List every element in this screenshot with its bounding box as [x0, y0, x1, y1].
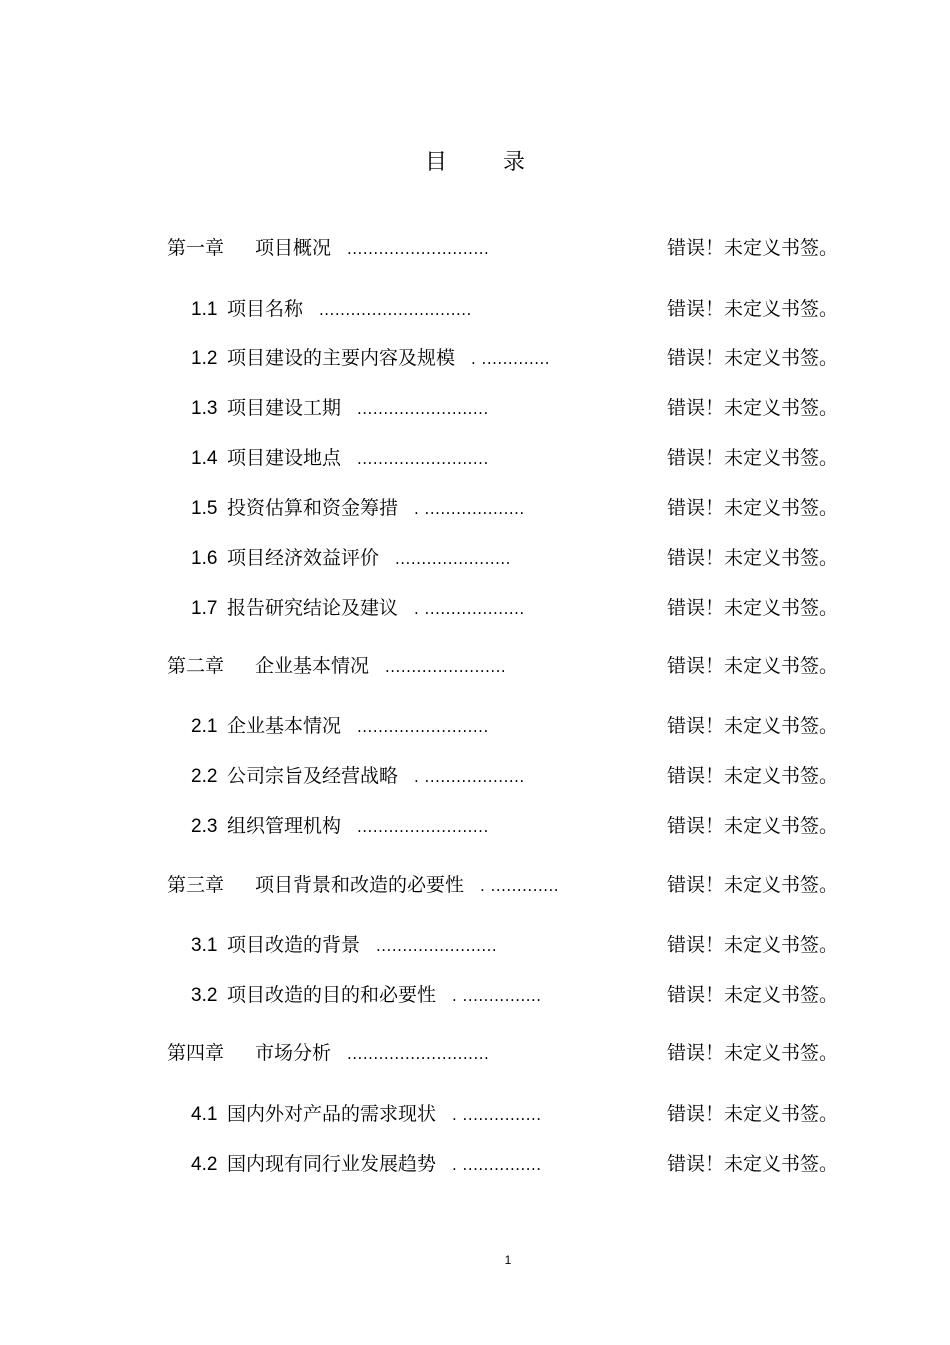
- toc-leader-dots: . ...............: [452, 1156, 542, 1174]
- toc-entry-title: 组织管理机构: [227, 815, 342, 837]
- toc-entry-title: 项目建设的主要内容及规模: [227, 347, 456, 369]
- toc-entry-number: 4.1: [191, 1104, 218, 1125]
- toc-page-reference: 错误！未定义书签。: [667, 1103, 839, 1125]
- toc-page-reference: 错误！未定义书签。: [667, 765, 839, 787]
- toc-section-entry[interactable]: [191, 1099, 850, 1129]
- toc-leader-dots: .........................: [357, 450, 489, 468]
- toc-entry-number: 2.1: [191, 716, 218, 737]
- toc-leader-dots: ......................: [395, 550, 511, 568]
- toc-leader-dots: ...........................: [347, 1045, 490, 1063]
- toc-section-entry[interactable]: [191, 443, 850, 473]
- toc-entry-number: 2.2: [191, 766, 218, 787]
- toc-entry-title: 投资估算和资金筹措: [227, 497, 399, 519]
- toc-entry-number: 4.2: [191, 1154, 218, 1175]
- toc-entry-title: 公司宗旨及经营战略: [227, 765, 399, 787]
- toc-entry-title: 项目概况: [255, 237, 332, 259]
- toc-chapter-entry[interactable]: [167, 233, 850, 263]
- toc-section-entry[interactable]: [191, 343, 850, 373]
- toc-page-reference: 错误！未定义书签。: [667, 547, 839, 569]
- toc-page-reference: 错误！未定义书签。: [667, 655, 839, 677]
- toc-page-reference: 错误！未定义书签。: [667, 874, 839, 896]
- page-number: 1: [504, 1253, 512, 1267]
- toc-entry-title: 报告研究结论及建议: [227, 597, 399, 619]
- toc-page-reference: 错误！未定义书签。: [667, 298, 839, 320]
- toc-page-reference: 错误！未定义书签。: [667, 237, 839, 259]
- toc-entry-title: 市场分析: [255, 1042, 332, 1064]
- toc-section-entry[interactable]: [191, 393, 850, 423]
- toc-entry-title: 项目背景和改造的必要性: [255, 874, 465, 896]
- toc-leader-dots: . ...................: [414, 768, 525, 786]
- toc-leader-dots: .............................: [319, 301, 472, 319]
- toc-section-entry[interactable]: [191, 543, 850, 573]
- toc-entry-title: 项目建设工期: [227, 397, 342, 419]
- toc-entry-number: 1.5: [191, 498, 218, 519]
- toc-entry-number: 3.1: [191, 935, 218, 956]
- toc-entry-number: 第四章: [167, 1042, 225, 1064]
- toc-leader-dots: .........................: [357, 718, 489, 736]
- toc-entry-number: 1.4: [191, 448, 218, 469]
- toc-entry-title: 项目改造的背景: [227, 934, 361, 956]
- toc-entry-number: 第三章: [167, 874, 225, 896]
- toc-entry-number: 2.3: [191, 816, 218, 837]
- toc-entry-number: 第二章: [167, 655, 225, 677]
- toc-leader-dots: .......................: [385, 658, 507, 676]
- toc-entry-title: 项目改造的目的和必要性: [227, 984, 437, 1006]
- toc-page-reference: 错误！未定义书签。: [667, 1153, 839, 1175]
- toc-leader-dots: . ...................: [414, 500, 525, 518]
- toc-leader-dots: . .............: [471, 350, 551, 368]
- toc-entry-number: 1.7: [191, 598, 218, 619]
- toc-page-reference: 错误！未定义书签。: [667, 815, 839, 837]
- toc-entry-title: 国内外对产品的需求现状: [227, 1103, 437, 1125]
- toc-section-entry[interactable]: [191, 811, 850, 841]
- toc-entry-title: 项目经济效益评价: [227, 547, 380, 569]
- toc-chapter-entry[interactable]: [167, 870, 850, 900]
- toc-page-reference: 错误！未定义书签。: [667, 447, 839, 469]
- toc-leader-dots: . ...................: [414, 600, 525, 618]
- toc-section-entry[interactable]: [191, 593, 850, 623]
- toc-page-reference: 错误！未定义书签。: [667, 497, 839, 519]
- toc-page-reference: 错误！未定义书签。: [667, 934, 839, 956]
- toc-page-reference: 错误！未定义书签。: [667, 597, 839, 619]
- toc-chapter-entry[interactable]: [167, 1038, 850, 1068]
- toc-page-reference: 错误！未定义书签。: [667, 397, 839, 419]
- toc-entry-number: 1.3: [191, 398, 218, 419]
- toc-leader-dots: ...........................: [347, 240, 490, 258]
- toc-entry-title: 项目建设地点: [227, 447, 342, 469]
- toc-entry-number: 3.2: [191, 985, 218, 1006]
- toc-leader-dots: .........................: [357, 400, 489, 418]
- toc-entry-title: 企业基本情况: [255, 655, 370, 677]
- toc-leader-dots: .......................: [376, 937, 498, 955]
- toc-page-reference: 错误！未定义书签。: [667, 347, 839, 369]
- toc-section-entry[interactable]: [191, 294, 850, 324]
- toc-page-reference: 错误！未定义书签。: [667, 715, 839, 737]
- toc-leader-dots: . .............: [480, 877, 560, 895]
- toc-section-entry[interactable]: [191, 761, 850, 791]
- toc-page-reference: 错误！未定义书签。: [667, 984, 839, 1006]
- toc-section-entry[interactable]: [191, 1149, 850, 1179]
- toc-leader-dots: . ...............: [452, 1106, 542, 1124]
- toc-entry-title: 项目名称: [227, 298, 304, 320]
- toc-entry-number: 1.2: [191, 348, 218, 369]
- toc-entry-title: 国内现有同行业发展趋势: [227, 1153, 437, 1175]
- toc-chapter-entry[interactable]: [167, 651, 850, 681]
- toc-entry-title: 企业基本情况: [227, 715, 342, 737]
- toc-section-entry[interactable]: [191, 493, 850, 523]
- toc-entry-number: 第一章: [167, 237, 225, 259]
- toc-section-entry[interactable]: [191, 711, 850, 741]
- toc-entry-number: 1.6: [191, 548, 218, 569]
- toc-section-entry[interactable]: [191, 930, 850, 960]
- toc-section-entry[interactable]: [191, 980, 850, 1010]
- toc-leader-dots: . ...............: [452, 987, 542, 1005]
- toc-page-reference: 错误！未定义书签。: [667, 1042, 839, 1064]
- toc-entry-number: 1.1: [191, 299, 218, 320]
- toc-title: 目录: [424, 150, 581, 175]
- toc-leader-dots: .........................: [357, 818, 489, 836]
